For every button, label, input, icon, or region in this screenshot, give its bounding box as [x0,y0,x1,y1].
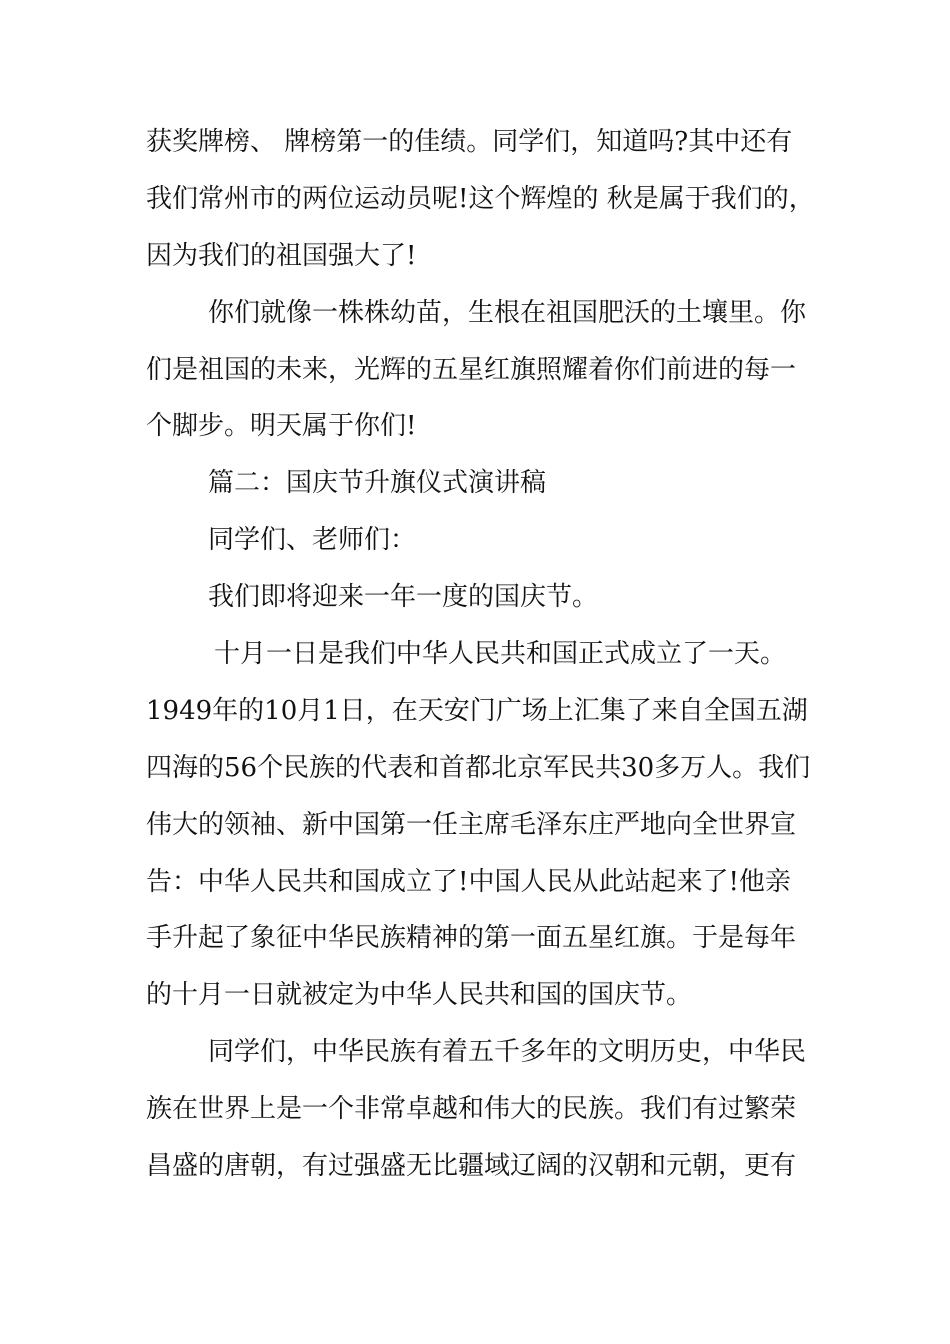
paragraph-first-line: 我们即将迎来一年一度的国庆节。 [208,582,599,613]
section-heading: 篇二：国庆节升旗仪式演讲稿 [208,468,547,499]
text-line: 伟大的领袖、新中国第一任主席毛泽东庄严地向全世界宣 [146,809,797,840]
paragraph-first-line: 同学们，中华民族有着五千多年的文明历史，中华民 [208,1037,807,1068]
text-line: 获奖牌榜、 牌榜第一的佳绩。同学们，知道吗?其中还有 [146,127,793,157]
paragraph-first-line: 十月一日是我们中华人民共和国正式成立了一天。 [214,639,787,670]
salutation: 同学们、老师们： [208,525,417,556]
text-line: 的十月一日就被定为中华人民共和国的国庆节。 [146,980,693,1011]
text-line: 族在世界上是一个非常卓越和伟大的民族。我们有过繁荣 [146,1094,797,1125]
text-line: 因为我们的祖国强大了! [146,240,417,271]
text-line: 1949年的10月1日，在天安门广场上汇集了来自全国五湖 [146,695,808,726]
document-body [146,114,826,1195]
text-line: 昌盛的唐朝，有过强盛无比疆域辽阔的汉朝和元朝，更有 [146,1151,797,1182]
text-line: 四海的56个民族的代表和首都北京军民共30多万人。我们 [146,752,811,783]
text-line: 们是祖国的未来，光辉的五星红旗照耀着你们前进的每一 [146,354,797,385]
text-line: 我们常州市的两位运动员呢!这个辉煌的 秋是属于我们的， [146,183,815,214]
paragraph-first-line: 你们就像一株株幼苗，生根在祖国肥沃的土壤里。你 [208,297,807,328]
text-line: 告：中华人民共和国成立了!中国人民从此站起来了!他亲 [146,866,791,897]
text-line: 个脚步。明天属于你们! [146,411,417,442]
text-line: 手升起了象征中华民族精神的第一面五星红旗。于是每年 [146,923,797,954]
